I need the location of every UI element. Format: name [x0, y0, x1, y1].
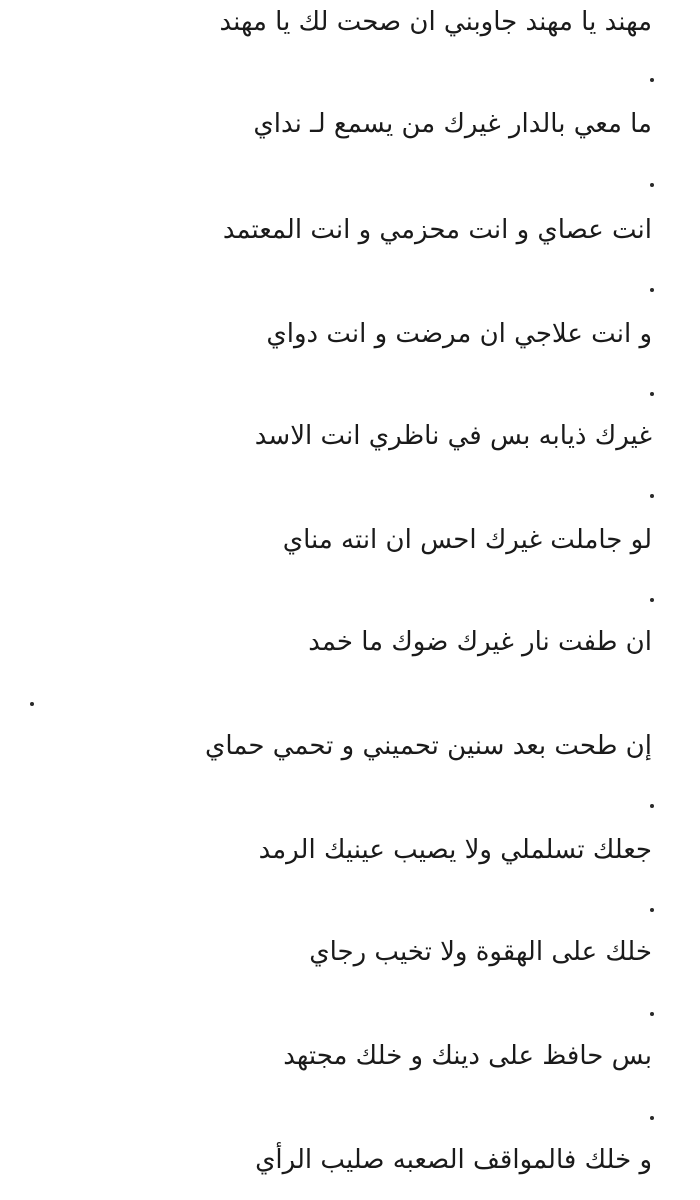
- verse-line-11: بس حافظ على دينك و خلك مجتهد: [283, 1041, 652, 1071]
- verse-line-6: لو جاملت غيرك احس ان انته مناي: [282, 525, 652, 555]
- verse-line-8: إن طحت بعد سنين تحميني و تحمي حماي: [205, 731, 652, 761]
- verse-line-3: انت عصاي و انت محزمي و انت المعتمد: [222, 215, 652, 245]
- line-separator-dot: [650, 78, 654, 82]
- line-separator-dot: [650, 908, 654, 912]
- verse-line-12: و خلك فالمواقف الصعبه صليب الرأي: [255, 1145, 652, 1175]
- line-separator-dot: [650, 598, 654, 602]
- verse-line-9: جعلك تسلملي ولا يصيب عينيك الرمد: [258, 835, 652, 865]
- line-separator-dot: [650, 804, 654, 808]
- verse-line-7: ان طفت نار غيرك ضوك ما خمد: [308, 627, 652, 657]
- line-separator-dot: [650, 288, 654, 292]
- line-separator-dot: [650, 392, 654, 396]
- line-separator-dot: [650, 1012, 654, 1016]
- line-separator-dot: [650, 494, 654, 498]
- line-separator-dot: [650, 183, 654, 187]
- verse-line-1: مهند يا مهند جاوبني ان صحت لك يا مهند: [219, 7, 652, 37]
- verse-line-10: خلك على الهقوة ولا تخيب رجاي: [309, 937, 652, 967]
- line-separator-dot: [650, 1116, 654, 1120]
- verse-line-2: ما معي بالدار غيرك من يسمع لـ نداي: [253, 109, 652, 139]
- verse-line-4: و انت علاجي ان مرضت و انت دواي: [266, 319, 652, 349]
- verse-line-5: غيرك ذيابه بس في ناظري انت الاسد: [254, 421, 652, 451]
- line-separator-dot: [30, 702, 34, 706]
